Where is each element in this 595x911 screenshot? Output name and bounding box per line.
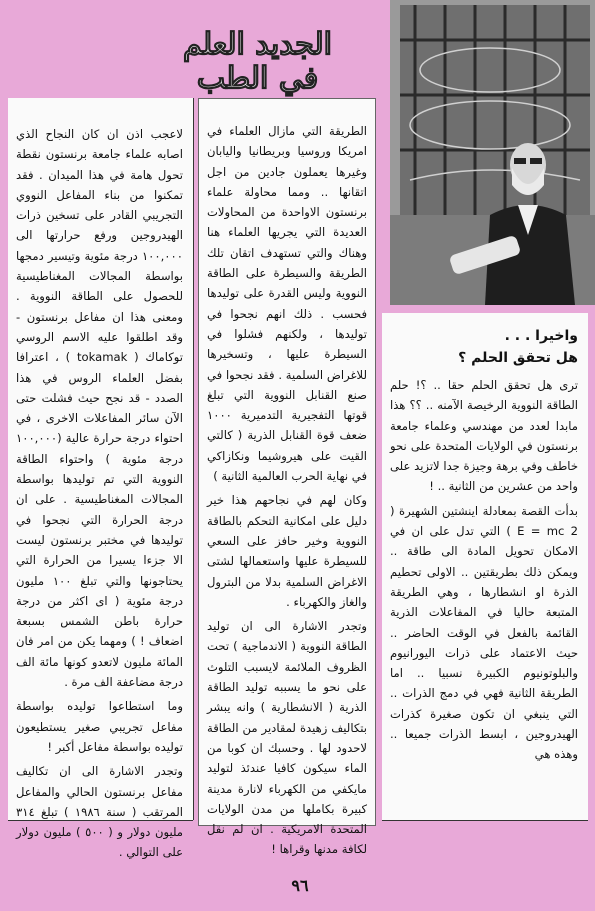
scientist-photo-image — [390, 0, 595, 305]
title-line-1: الجديد العلم — [183, 27, 332, 62]
article-middle-column — [198, 98, 376, 857]
paragraph: وكان لهم في نجاحهم هذا خير دليل على امكانية التحكم بالطاقة النووية وخير حافز على السعي للسيطرة عليها واستعمالها لشتى الاغراض السلمية بدلا من البترول والغاز والكهرباء . — [207, 493, 367, 609]
section-heading-line-1: واخيرا . . . — [504, 328, 578, 344]
paragraph: وتجدر الاشارة الى ان تكاليف مفاعل برنستون الحالي والمفاعل المرتقب ( سنة ١٩٨٦ ) تبلغ ٣١٤ مليون دولار و ( ٥٠٠ ) مليون دولار على التوالي . — [16, 764, 183, 860]
article-left-column — [8, 98, 193, 860]
page-number: ٩٦ — [291, 876, 309, 895]
paragraph: بدأت القصة بمعادلة اينشتين الشهيرة ( E = mc 2 ) التي تدل على ان في الامكان تحويل المادة الى طاقة .. ويمكن ذلك بطريقتين .. الاولى تحطيم الذرة او انشطارها ، وهي الطريقة المتبعة حاليا في المفاعلات الذرية القائمة بالفعل في الوقت الحاضر .. حيث الاعتماد على ذرات اليورانيوم والبلوتونيوم الكبيرة نسبيا .. اما الطريقة الثانية فهي في دمج الذرات .. التي ينبغي ان تكون صغيرة كذرات الهيدروجين ، ابسط الذرات جميعا .. وهذه هي — [390, 503, 578, 762]
section-heading-line-2: هل تحقق الحلم ؟ — [458, 350, 578, 366]
paragraph: لاعجب اذن ان كان النجاح الذي اصابه علماء جامعة برنستون نقطة تحول هامة في هذا الميدان . فقد تمكنوا من بناء المفاعل النووي التجريبي القادر على تسخين ذرات الهيدروجين ورفع حرارتها الى ١٠٠,٠٠٠ درجة مئوية وتيسير دمجها بواسطة المجالات المغناطيسية للحصول على الطاقة النووية . ومعنى هذا ان مفاعل برنستون - وقد اطلقوا عليه الاسم الروسي توكاماك ( tokamak ) ، اعترافا بفضل العلماء الروس في هذا الصدد - قد نجح حيث فشلت حتى الآن سائر المفاعلات الاخرى ، في احتواء درجة حرارة عالية (١٠٠,٠٠٠ درجة مئوية ) واحتواء الطاقة النووية التي تم توليدها بواسطة المجالات المغناطيسية . على ان درجة الحرارة التي نجحوا في توليدها في مختبر برنستون ليست الا جزءا يسيرا من الحرارة التي يحتاجونها والتي تبلغ ١٠٠ مليون درجة مئوية ( اى اكثر من درجة حرارة باطن الشمس بسبعة اضعاف ! ) ومهما يكن من امر فان المائة مليون لاتعدو كونها مائة الف درجة مضاعفة الف مرة . — [16, 127, 183, 690]
paragraph: الطريقة التي مازال العلماء في امريكا وروسيا وبريطانيا واليابان وغيرها يعملون جادين من اجل اتقانها .. ومما محاولة علماء برنستون الاواحدة من المحاولات العديدة التي يجريها العلماء هنا وهناك والتي تستهدف اتقان تلك الطريقة والسيطرة على الطاقة النووية وليس القدرة على توليدها فحسب . ذلك انهم نجحوا في توليدها ، ولكنهم فشلوا في السيطرة عليها ، وتسخيرها للاغراض السلمية . فقد نجحوا في صنع القنابل النووية التي تبلغ قوتها التفجيرية التدميرية ١٠٠٠ ضعف قوة القنابل الذرية ( كالتي القيت على هيروشيما ونكازاكي في نهاية الحرب العالمية الثانية ) — [207, 124, 367, 484]
paragraph: وما استطاعوا توليده بواسطة مفاعل تجريبي صغير يستطيعون توليده بواسطة مفاعل أكبر ! — [16, 699, 183, 754]
article-right-column — [382, 313, 588, 820]
paragraph: وتجدر الاشارة الى ان توليد الطاقة النووية ( الاندماجية ) تحت الظروف الملائمة لايسبب التلوث على نحو ما يسببه توليد الطاقة الذرية ( الانشطارية ) وانه يبشر بتكاليف زهيدة لمقادير من الطاقة لاحدود لها . وحسبك ان كوبا من الماء سيكون كافيا عندئذ لتوليد مايكفي من الكهرباء لانارة مدينة كبيرة بكاملها من مدن الولايات المتحدة الامريكية . ان لم نقل لكافة مدنها وقراها ! — [207, 619, 367, 857]
scientist-photo — [390, 0, 595, 305]
page-title — [135, 28, 380, 100]
title-line-2: في الطب — [196, 61, 319, 96]
paragraph: ترى هل تحقق الحلم حقا .. ؟! حلم الطاقة النووية الرخيصة الآمنه .. ؟؟ هذا مابدا لعدد من مهندسي وعلماء جامعة برنستون في الولايات المتحدة على نحو خاطف وفي برهة وجيزة جدا لاتزيد على واحد من عشرين من الثانية .. ! — [390, 378, 578, 494]
